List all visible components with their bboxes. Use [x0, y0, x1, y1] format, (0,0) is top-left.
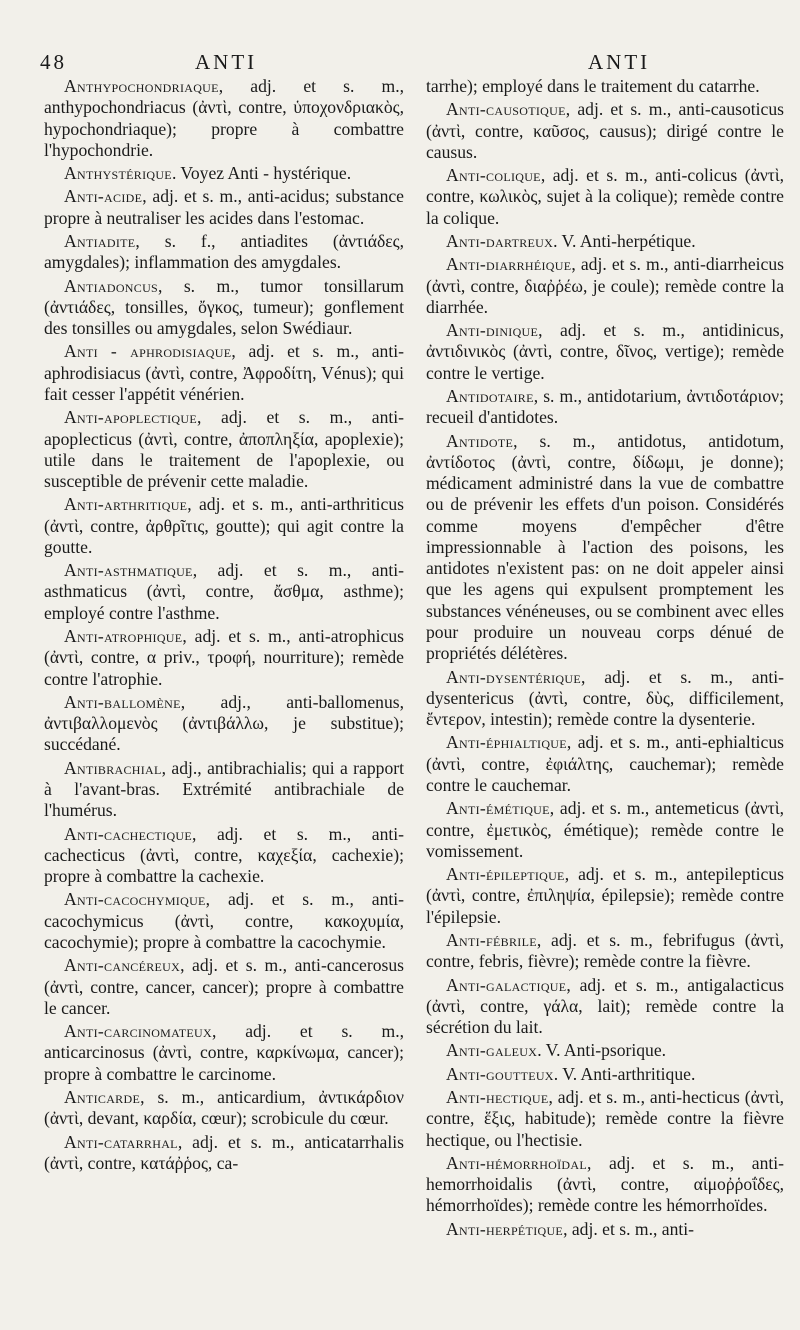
entry-definition: , adj. et s. m., anti-dysentericus (ἀντὶ, contre, δὺς, difficilement, ἔντερον, intestin); remède contre la dysenterie.	[426, 666, 784, 730]
dictionary-entry	[426, 165, 784, 229]
dictionary-entry	[426, 1153, 784, 1217]
dictionary-entry	[426, 864, 784, 928]
entry-definition: , s. m., antidotus, antidotum, ἀντίδοτος (ἀντὶ, contre, δίδωμι, je donne); médicament administré dans la vue de combattre ou de prévenir les effets d'un poison. Considérés comme moyens d'empêcher d'être impressionnable à l'action des poisons, les antidotes n'existent pas: on ne doit appeler ainsi que les agens qui expulsent promptement les substances vénéneuses, ou se combinent avec elles pour produire un nouveau corps dénué de propriétés délétères.	[426, 430, 784, 664]
entry-headword: Anti-épileptique	[446, 864, 565, 885]
dictionary-entry	[426, 732, 784, 796]
entry-definition: , adj. et s. m., anti-acidus; substance propre à neutraliser les acides dans l'estomac.	[44, 186, 404, 228]
entry-definition: . V. Anti-herpétique.	[553, 230, 696, 251]
entry-headword: Anti-acide	[64, 186, 143, 207]
dictionary-entry	[44, 1132, 404, 1175]
dictionary-entry	[44, 560, 404, 624]
dictionary-entry	[44, 758, 404, 822]
left-running-head: ANTI	[195, 50, 258, 74]
entry-definition: , adj. et s. m., anti-apoplecticus (ἀντὶ, contre, ἀποπληξία, apoplexie); utile dans le traitement de l'apoplexie, ou susceptible de prévenir cette maladie.	[44, 407, 404, 492]
entry-definition: , s. f., antiadites (ἀντιάδες, amygdales); inflammation des amygdales.	[44, 230, 404, 273]
entry-headword: Anthystérique	[64, 163, 172, 184]
entry-definition: , adj. et s. m., anti-ephialticus (ἀντὶ, contre, ἐφιάλτης, cauchemar); remède contre le cauchemar.	[426, 732, 784, 795]
dictionary-entry	[426, 1040, 784, 1061]
dictionary-entry	[426, 254, 784, 318]
entry-headword: Antidote	[446, 430, 514, 451]
entry-definition: , adj., anti-ballomenus, ἀντιβαλλομενὸς (ἀντιβάλλω, je substitue); succédané.	[44, 691, 404, 755]
entry-headword: Anti-cancéreux	[64, 955, 181, 976]
entry-definition: , adj. et s. m., anticatarrhalis (ἀντὶ, contre, κατάῤῥος, ca-	[44, 1131, 404, 1173]
entry-headword: Anti-atrophique	[64, 626, 183, 647]
entry-headword: Anti-cachectique	[64, 823, 193, 844]
entry-headword: Anti-cacochymique	[64, 889, 206, 910]
entry-headword: Anti-émétique	[446, 798, 550, 819]
dictionary-entry	[426, 975, 784, 1039]
dictionary-entry	[426, 930, 784, 973]
entry-headword: Anti-fébrile	[446, 929, 537, 950]
entry-definition: , s. m., tumor tonsillarum (ἀντιάδες, tonsilles, ὄγκος, tumeur); gonflement des tonsilles ou amygdales, selon Swédiaur.	[44, 275, 404, 339]
entry-definition: , adj. et s. m., anti-diarrheicus (ἀντὶ, contre, διαῤῥέω, je coule); remède contre la diarrhée.	[426, 254, 784, 317]
entry-headword: Anti-catarrhal	[64, 1131, 178, 1152]
entry-definition: , adj. et s. m., anti-arthriticus (ἀντὶ, contre, ἀρθρῖτις, goutte); qui agit contre la goutte.	[44, 494, 404, 557]
entry-definition: , adj. et s. m., antemeticus (ἀντὶ, contre, ἐμετικὸς, émétique); remède contre le vomissement.	[426, 798, 784, 861]
dictionary-entry	[426, 386, 784, 429]
entry-headword: Antiadite	[64, 230, 136, 251]
entry-definition: , adj. et s. m., anthypochondriacus (ἀντὶ, contre, ὑποχονδριακὸς, hypochondriaque); propre à combattre l'hypochondrie.	[44, 76, 404, 160]
entry-definition: , s. m., antidotarium, ἀντιδοτάριον; recueil d'antidotes.	[426, 385, 784, 428]
entry-definition: , adj. et s. m., anti-atrophicus (ἀντὶ, contre, α priv., τροφή, nourriture); remède contre l'atrophie.	[44, 626, 404, 689]
entry-headword: Anti-ballomène	[64, 691, 181, 712]
dictionary-entry	[44, 186, 404, 229]
dictionary-entry	[426, 431, 784, 665]
entry-definition: , adj. et s. m., anticarcinosus (ἀντὶ, contre, καρκίνωμα, cancer); propre à combattre le carcinome.	[44, 1021, 404, 1084]
entry-headword: Anti - aphrodisiaque	[64, 341, 232, 362]
entry-headword: Anti-goutteux	[446, 1063, 554, 1084]
entry-headword: Anti-galeux	[446, 1040, 538, 1061]
dictionary-entry	[44, 889, 404, 953]
entry-definition: , s. m., anticardium, ἀντικάρδιον (ἀντὶ, devant, καρδία, cœur); scrobicule du cœur.	[44, 1086, 404, 1129]
entry-headword: Antibrachial	[64, 757, 162, 778]
entry-definition: , adj. et s. m., anti-	[563, 1218, 695, 1239]
entry-headword: Anti-causotique	[446, 99, 566, 120]
entry-definition: , adj. et s. m., anti-causoticus (ἀντὶ, contre, καῦσος, causus); dirigé contre le causus.	[426, 99, 784, 162]
entry-definition: , adj. et s. m., anti-hecticus (ἀντὶ, contre, ἕξις, habitude); remède contre la fièvre hectique, ou l'hectisie.	[426, 1086, 784, 1150]
page-number: 48	[40, 50, 67, 74]
entry-definition: . V. Anti-arthritique.	[553, 1063, 696, 1084]
entry-definition: , adj. et s. m., anti-aphrodisiacus (ἀντὶ, contre, Ἀφροδίτη, Vénus); qui fait cesser l'appétit vénérien.	[44, 341, 404, 404]
left-column	[44, 76, 404, 1324]
entry-headword: Anti-hémorrhoïdal	[446, 1152, 587, 1173]
entry-definition: , adj. et s. m., anti-cancerosus (ἀντὶ, contre, cancer, cancer); propre à combattre le cancer.	[44, 955, 404, 1018]
dictionary-entry	[426, 76, 784, 97]
entry-definition: , adj. et s. m., anti-hemorrhoidalis (ἀντὶ, contre, αἱμοῤῥοΐδες, hémorrhoïdes); remède contre les hémorrhoïdes.	[426, 1152, 784, 1216]
dictionary-entry	[426, 1064, 784, 1085]
dictionary-entry	[44, 955, 404, 1019]
dictionary-entry	[44, 692, 404, 756]
entry-definition: , adj. et s. m., antigalacticus (ἀντὶ, contre, γάλα, lait); remède contre la sécrétion du lait.	[426, 974, 784, 1038]
entry-definition: , adj. et s. m., anti-cachecticus (ἀντὶ, contre, καχεξία, cachexie); propre à combattre la cachexie.	[44, 823, 404, 887]
entry-definition: . Voyez Anti - hystérique.	[171, 163, 352, 184]
entry-headword: Anti-galactique	[446, 974, 567, 995]
entry-definition: , adj. et s. m., antepilepticus (ἀντὶ, contre, ἐπιληψία, épilepsie); remède contre l'épilepsie.	[426, 864, 784, 927]
entry-headword: Anti-dartreux	[446, 230, 554, 251]
entry-headword: Anticarde	[64, 1086, 141, 1107]
dictionary-entry	[426, 99, 784, 163]
entry-headword: Anti-herpétique	[446, 1218, 564, 1239]
entry-headword: Anti-apoplectique	[64, 407, 197, 428]
dictionary-entry	[44, 341, 404, 405]
entry-headword: Anti-éphialtique	[446, 732, 567, 753]
dictionary-entry	[44, 824, 404, 888]
dictionary-entry	[44, 76, 404, 161]
entry-definition: , adj. et s. m., febrifugus (ἀντὶ, contre, febris, fièvre); remède contre la fièvre.	[426, 929, 784, 972]
dictionary-entry	[426, 798, 784, 862]
right-column	[426, 76, 784, 1324]
dictionary-entry	[44, 494, 404, 558]
entry-definition: , adj. et s. m., anti-asthmaticus (ἀντὶ, contre, ἄσθμα, asthme); employé contre l'asthme.	[44, 560, 404, 623]
dictionary-entry	[426, 667, 784, 731]
entry-headword: Anti-asthmatique	[64, 560, 193, 581]
entry-headword: Anti-dysentérique	[446, 666, 581, 687]
entry-headword: Anti-dinique	[446, 320, 539, 341]
entry-definition: , adj. et s. m., anti-colicus (ἀντὶ, contre, κωλικὸς, sujet à la colique); remède contre la colique.	[426, 165, 784, 228]
dictionary-entry	[426, 1087, 784, 1151]
dictionary-entry	[44, 1087, 404, 1130]
entry-headword: Antidotaire	[446, 385, 534, 406]
entry-headword: Anti-hectique	[446, 1086, 549, 1107]
entry-definition: tarrhe); employé dans le traitement du catarrhe.	[426, 76, 760, 96]
entry-headword: Anti-colique	[446, 165, 541, 186]
dictionary-entry	[426, 1219, 784, 1240]
entry-headword: Anthypochondriaque	[64, 76, 219, 96]
running-header	[40, 50, 778, 78]
dictionary-entry	[426, 320, 784, 384]
dictionary-entry	[426, 231, 784, 252]
entry-headword: Anti-diarrhéique	[446, 254, 572, 275]
entry-headword: Antiadoncus	[64, 275, 159, 296]
entry-definition: , adj. et s. m., anti-cacochymicus (ἀντὶ, contre, κακοχυμία, cacochymie); propre à combattre la cacochymie.	[44, 889, 404, 952]
dictionary-entry	[44, 1021, 404, 1085]
right-running-head: ANTI	[588, 50, 651, 74]
dictionary-entry	[44, 231, 404, 274]
entry-headword: Anti-carcinomateux	[64, 1021, 212, 1042]
entry-definition: , adj., antibrachialis; qui a rapport à l'avant-bras. Extrémité antibrachiale de l'humérus.	[44, 757, 404, 821]
dictionary-entry	[44, 163, 404, 184]
dictionary-entry	[44, 276, 404, 340]
entry-headword: Anti-arthritique	[64, 494, 188, 515]
entry-definition: . V. Anti-psorique.	[537, 1040, 667, 1061]
entry-definition: , adj. et s. m., antidinicus, ἀντιδινικὸς (ἀντὶ, contre, δῖνος, vertige); remède contre le vertige.	[426, 320, 784, 383]
dictionary-entry	[44, 626, 404, 690]
dictionary-entry	[44, 407, 404, 492]
